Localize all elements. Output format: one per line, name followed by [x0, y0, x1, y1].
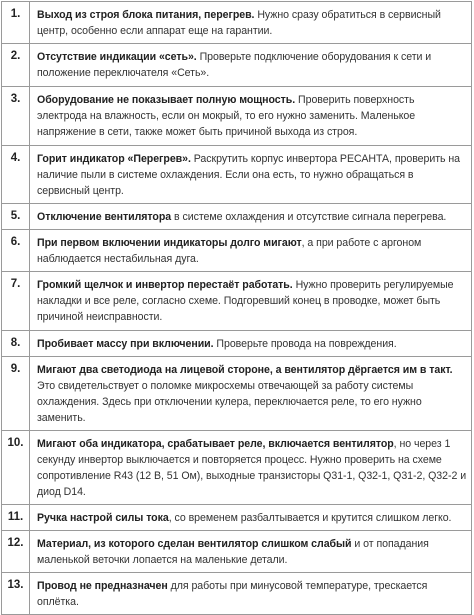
table-row [2, 573, 472, 615]
row-text: Проверить поверхность электрода на влажность, если он мокрый, то его нужно заменить. Маленькое напряжение в сети, также может быть причиной выхода из строя. [37, 94, 416, 138]
row-title: Мигают оба индикатора, срабатывает реле, включается вентилятор [37, 438, 394, 450]
row-title: Ручка настрой силы тока [37, 512, 169, 524]
row-title: Мигают два светодиода на лицевой стороне, а вентилятор дёргается им в такт. [37, 364, 453, 376]
row-number: 12. [2, 531, 30, 573]
row-number: 7. [2, 272, 30, 331]
row-title: Отключение вентилятора [37, 211, 172, 223]
row-number: 3. [2, 87, 30, 146]
row-text: Это свидетельствует о поломке микросхемы отвечающей за работу системы охлаждения. Здесь при отключении кулера, переключается реле, то его нужно заменить. [37, 380, 422, 424]
table-row [2, 44, 472, 87]
row-text: и от попадания маленькой веточки лопается на маленькие детали. [37, 538, 429, 566]
row-description [30, 2, 472, 44]
row-number: 9. [2, 357, 30, 431]
row-description [30, 357, 472, 431]
row-text: , но через 1 секунду инвертор выключается и повторяется процесс. Нужно проверить на схеме сопротивление R43 (12 В, 51 Ом), выходные транзисторы Q31-1, Q32-1, Q31-2, Q32-2 и диод D14. [37, 438, 467, 498]
row-number: 13. [2, 573, 30, 615]
table-row [2, 230, 472, 272]
row-title: Отсутствие индикации «сеть». [37, 51, 197, 63]
row-number: 1. [2, 2, 30, 44]
table-row [2, 431, 472, 505]
faults-table [1, 1, 472, 615]
row-description [30, 146, 472, 204]
row-text: в системе охлаждения и отсутствие сигнала перегрева. [171, 211, 447, 223]
table-row [2, 146, 472, 204]
row-description [30, 87, 472, 146]
row-text: Проверьте провода на повреждения. [213, 338, 397, 350]
row-description [30, 331, 472, 357]
row-title: Оборудование не показывает полную мощность. [37, 94, 296, 106]
table-row [2, 2, 472, 44]
table-row [2, 272, 472, 331]
row-description [30, 573, 472, 615]
row-text: , со временем разбалтывается и крутится слишком легко. [168, 512, 452, 524]
row-title: Громкий щелчок и инвертор перестаёт работать. [37, 279, 293, 291]
row-text: для работы при минусовой температуре, трескается оплётка. [37, 580, 428, 608]
row-text: Раскрутить корпус инвертора РЕСАНТА, проверить на наличие пыли в системе охлаждения. Если она есть, то нужно обращаться в сервисный центр. [37, 153, 461, 197]
row-number: 5. [2, 204, 30, 230]
row-number: 2. [2, 44, 30, 87]
row-description [30, 505, 472, 531]
table-row [2, 531, 472, 573]
row-title: Пробивает массу при включении. [37, 338, 214, 350]
row-description [30, 531, 472, 573]
row-description [30, 230, 472, 272]
table-row [2, 331, 472, 357]
row-description [30, 204, 472, 230]
row-text: Проверьте подключение оборудования к сети и положение переключателя «Сеть». [37, 51, 432, 79]
row-text: , а при работе с аргоном наблюдается нестабильная дуга. [37, 237, 422, 265]
table-row [2, 357, 472, 431]
row-number: 11. [2, 505, 30, 531]
row-title: Горит индикатор «Перегрев». [37, 153, 191, 165]
row-number: 8. [2, 331, 30, 357]
row-title: Материал, из которого сделан вентилятор слишком слабый [37, 538, 352, 550]
row-number: 10. [2, 431, 30, 505]
row-title: При первом включении индикаторы долго мигают [37, 237, 302, 249]
row-description [30, 431, 472, 505]
table-row [2, 87, 472, 146]
row-text: Нужно проверить регулируемые накладки и все реле, согласно схеме. Подгоревший конец в проводке, может быть причиной неисправности. [37, 279, 454, 323]
table-row [2, 204, 472, 230]
row-number: 4. [2, 146, 30, 204]
row-text: Нужно сразу обратиться в сервисный центр, особенно если аппарат еще на гарантии. [37, 9, 441, 37]
row-description [30, 272, 472, 331]
row-title: Выход из строя блока питания, перегрев. [37, 9, 255, 21]
row-title: Провод не предназначен [37, 580, 168, 592]
table-row [2, 505, 472, 531]
row-description [30, 44, 472, 87]
row-number: 6. [2, 230, 30, 272]
